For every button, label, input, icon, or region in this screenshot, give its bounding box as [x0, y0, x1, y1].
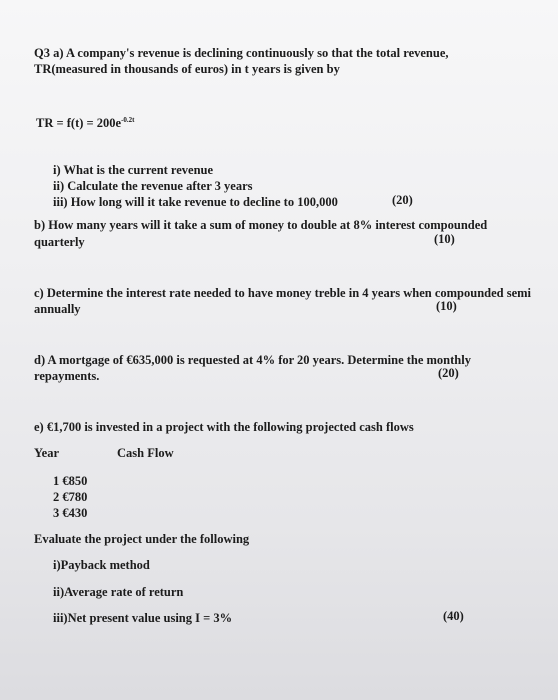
col-header-cash-flow: Cash Flow: [117, 446, 174, 460]
evaluate-heading: Evaluate the project under the following: [34, 532, 250, 546]
marks-e: (40): [443, 609, 464, 623]
q3c-line-1: c) Determine the interest rate needed to have money treble in 4 years when compounded semi: [34, 286, 532, 300]
col-header-year: Year: [34, 446, 59, 460]
q3a-line-1: Q3 a) A company's revenue is declining continuously so that the total revenue,: [34, 46, 449, 60]
cash-flow-row: 3 €430: [53, 506, 88, 520]
q3e-line-1: e) €1,700 is invested in a project with the following projected cash flows: [34, 420, 414, 434]
cash-flow-row: 1 €850: [53, 474, 88, 488]
q3b-line-1: b) How many years will it take a sum of money to double at 8% interest compounded: [34, 218, 488, 232]
method-payback: i)Payback method: [53, 558, 150, 572]
revenue-formula: [36, 113, 134, 130]
marks-c: (10): [436, 299, 457, 313]
marks-a: (20): [392, 193, 413, 207]
q3b-line-2: quarterly: [34, 235, 85, 249]
q3d-line-1: d) A mortgage of €635,000 is requested at 4% for 20 years. Determine the monthly: [34, 353, 471, 367]
q3d-line-2: repayments.: [34, 369, 100, 383]
method-npv: iii)Net present value using I = 3%: [53, 611, 233, 625]
cash-flow-row: 2 €780: [53, 490, 88, 504]
formula-base: TR = f(t) = 200e: [36, 116, 122, 131]
marks-d: (20): [438, 366, 459, 380]
method-average-rate: ii)Average rate of return: [53, 585, 184, 599]
q3a-sub-i: i) What is the current revenue: [53, 163, 214, 177]
q3a-sub-ii: ii) Calculate the revenue after 3 years: [53, 179, 253, 193]
marks-b: (10): [434, 232, 455, 246]
formula-exponent: -0.2t: [121, 116, 135, 124]
q3a-line-2: TR(measured in thousands of euros) in t years is given by: [34, 62, 340, 76]
q3a-sub-iii: iii) How long will it take revenue to decline to 100,000: [53, 195, 338, 209]
q3c-line-2: annually: [34, 302, 81, 316]
